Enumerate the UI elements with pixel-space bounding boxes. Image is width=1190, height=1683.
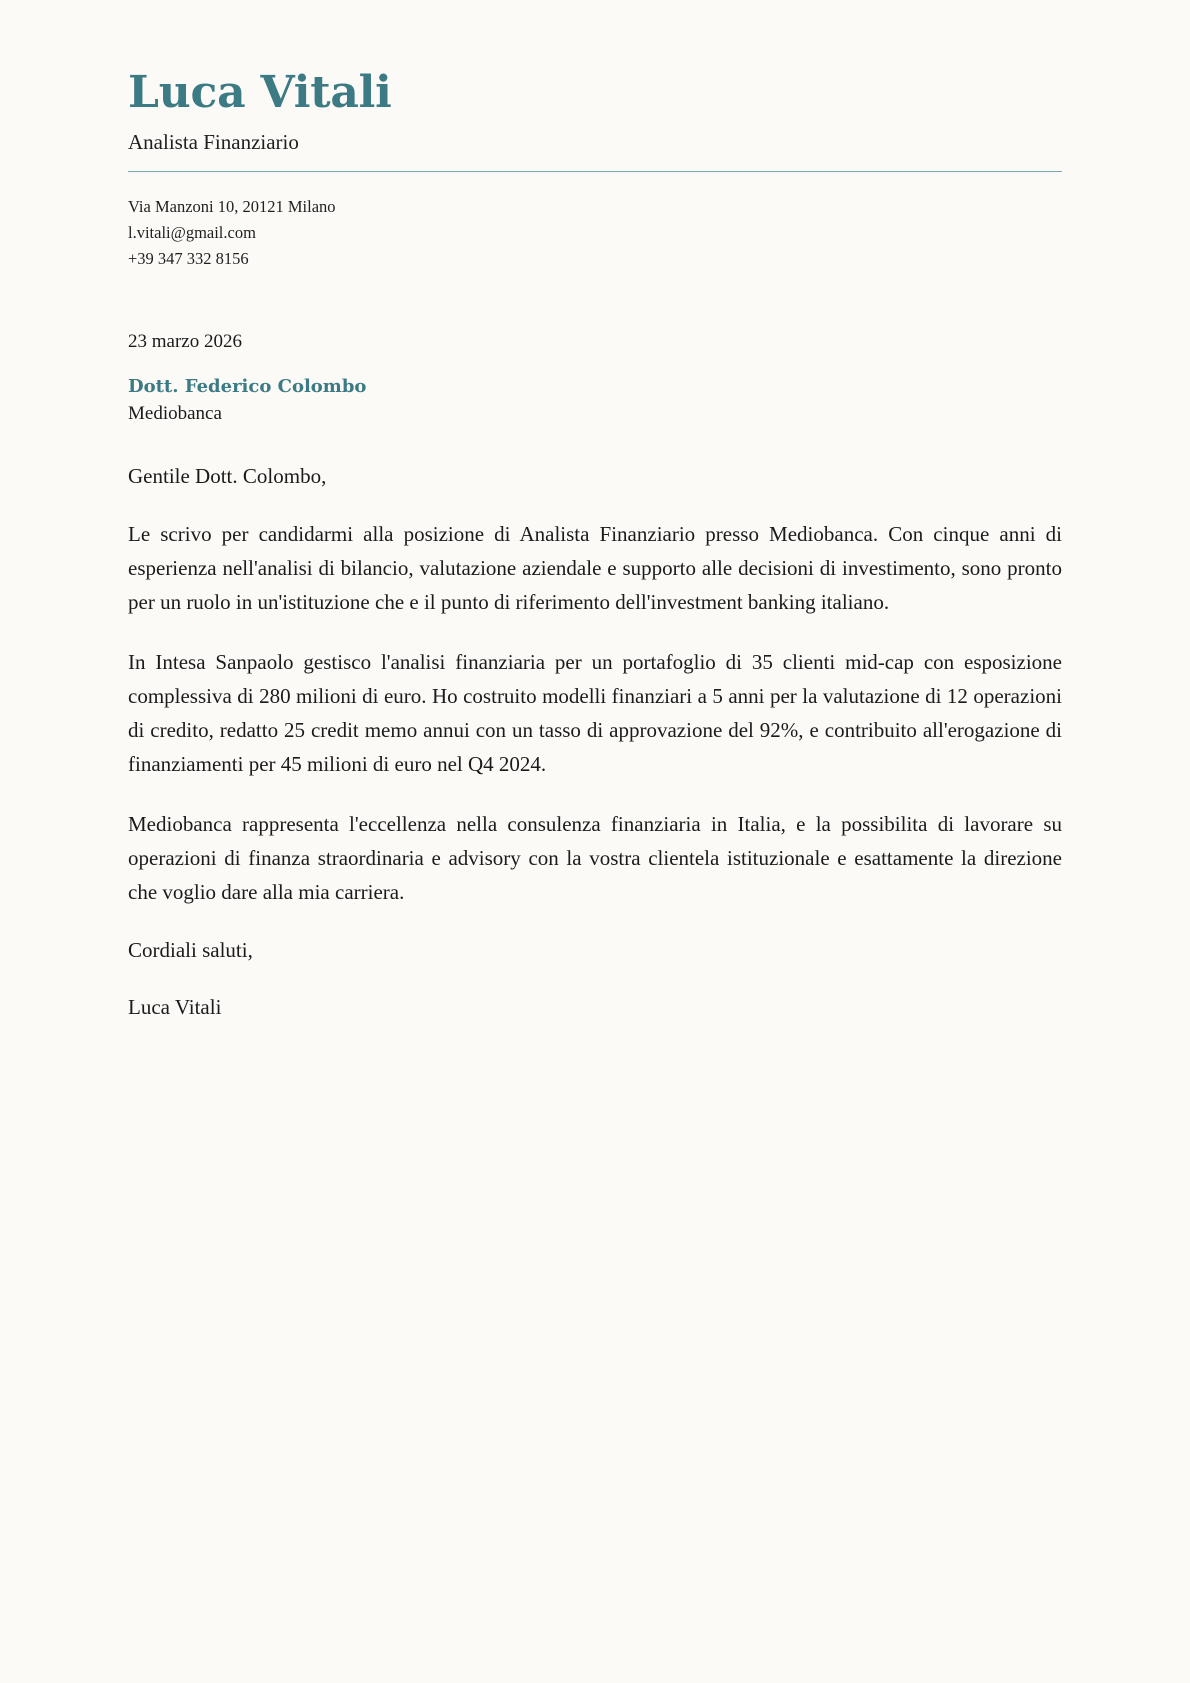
contact-phone: +39 347 332 8156	[128, 248, 249, 268]
page-title: Luca Vitali	[128, 67, 392, 118]
body-paragraph-2: In Intesa Sanpaolo gestisco l'analisi finanziaria per un portafoglio di 35 clienti mid-cap con esposizione complessiva di 280 milioni di euro. Ho costruito modelli finanziari a 5 anni per la valutazione di 12 operazioni di credito, redatto 25 credit memo annui con un tasso di approvazione del 92%, e contribuito all'erogazione di finanziamenti per 45 milioni di euro nel Q4 2024.	[128, 650, 1062, 777]
contact-address: Via Manzoni 10, 20121 Milano	[128, 197, 336, 217]
contact-block	[128, 194, 1062, 271]
letter-date: 23 marzo 2026	[128, 331, 242, 353]
recipient-name: Dott. Federico Colombo	[128, 375, 367, 397]
job-title: Analista Finanziario	[128, 130, 299, 155]
signature: Luca Vitali	[128, 994, 222, 1019]
body-paragraph-3: Mediobanca rappresenta l'eccellenza nella consulenza finanziaria in Italia, e la possibilita di lavorare su operazioni di finanza straordinaria e advisory con la vostra clientela istituzionale e esattamente la direzione che voglio dare alla mia carriera.	[128, 812, 1062, 905]
header-divider	[128, 171, 1062, 172]
body-paragraph-1: Le scrivo per candidarmi alla posizione di Analista Finanziario presso Mediobanca. Con cinque anni di esperienza nell'analisi di bilancio, valutazione aziendale e supporto alle decisioni di investimento, sono pronto per un ruolo in un'istituzione che e il punto di riferimento dell'investment banking italiano.	[128, 522, 1062, 615]
cover-letter	[128, 67, 1062, 1022]
contact-email: l.vitali@gmail.com	[128, 222, 256, 242]
closing: Cordiali saluti,	[128, 938, 253, 963]
salutation: Gentile Dott. Colombo,	[128, 463, 327, 488]
recipient-company: Mediobanca	[128, 402, 222, 424]
